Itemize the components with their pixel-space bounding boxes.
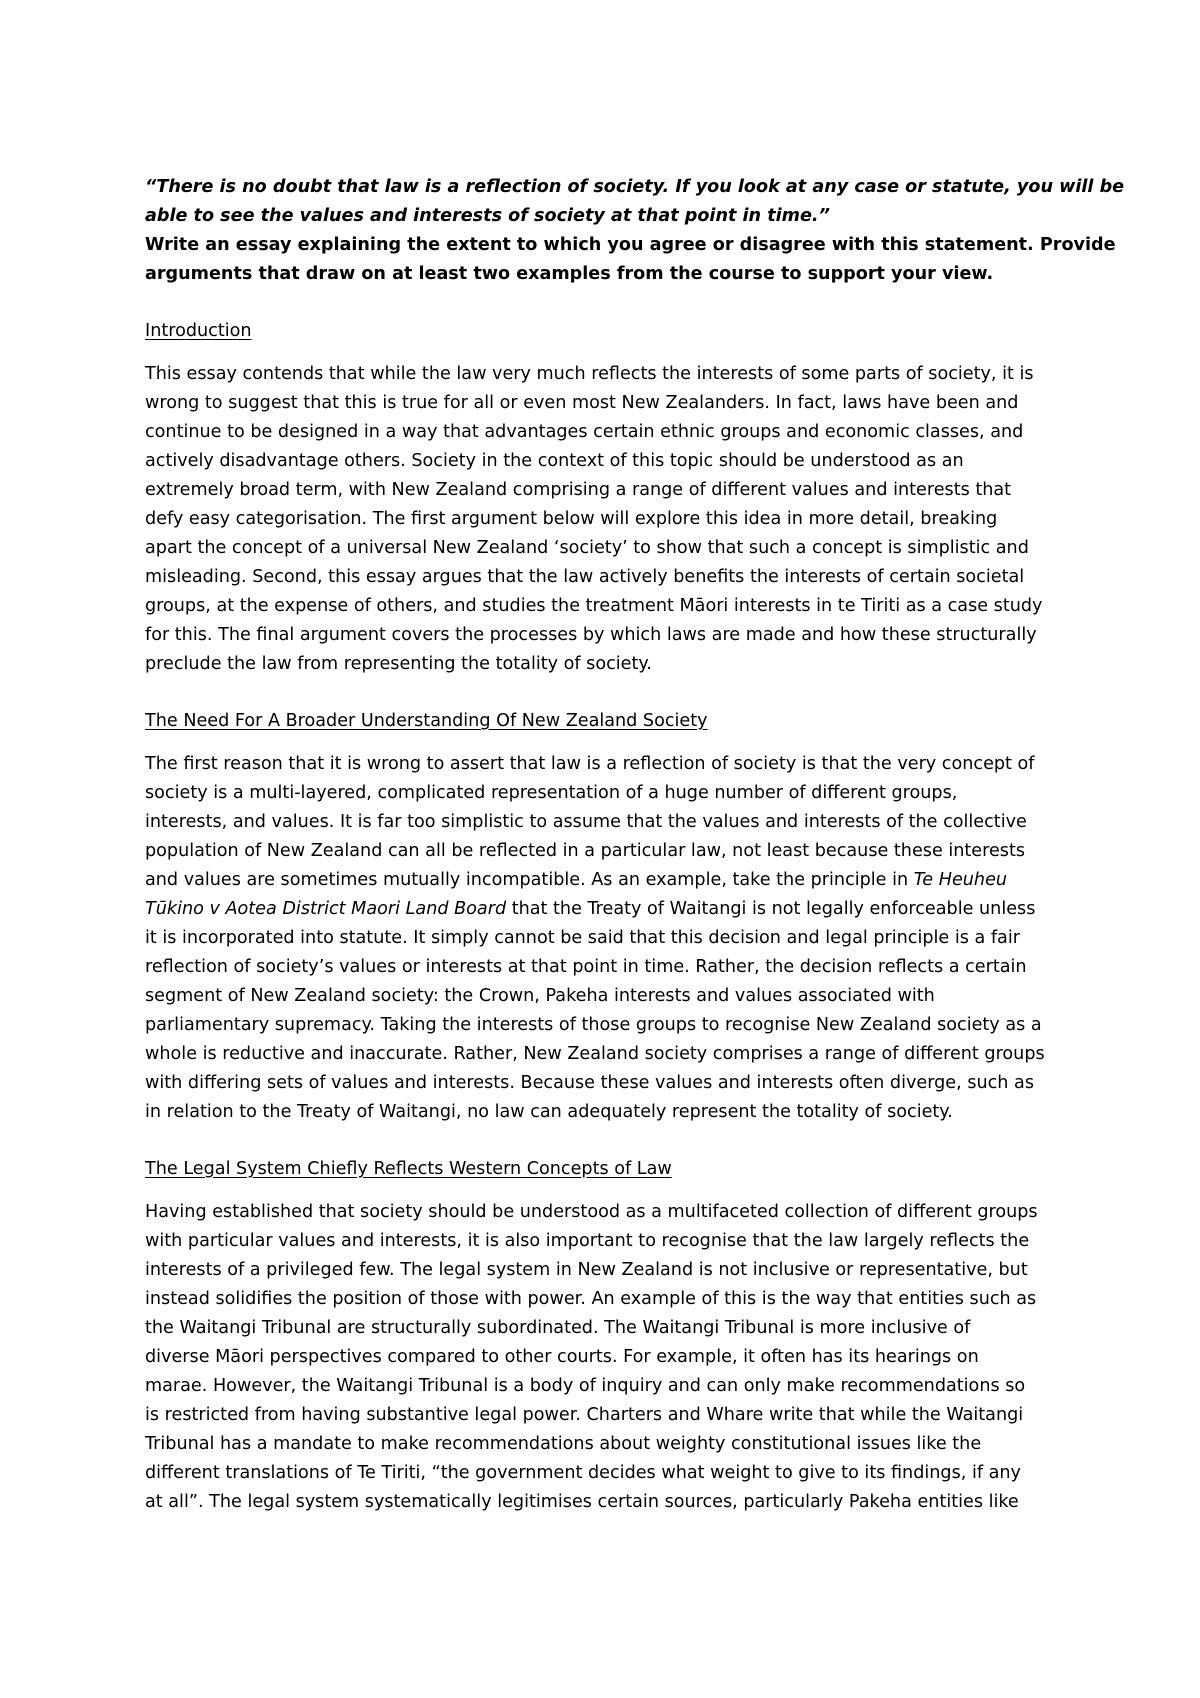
case-name-part2: Tūkino v Aotea District Maori Land Board: [145, 899, 507, 919]
paragraph-line: This essay contends that while the law very much reflects the interests of some parts of society, it is: [145, 364, 1034, 384]
section-heading-introduction: Introduction: [145, 321, 252, 341]
paragraph-line: whole is reductive and inaccurate. Rather, New Zealand society comprises a range of different groups: [145, 1044, 1045, 1064]
paragraph-line: [145, 866, 1065, 895]
paragraph-line: reflection of society’s values or interests at that point in time. Rather, the decision reflects a certain: [145, 957, 1027, 977]
paragraph-line: defy easy categorisation. The first argument below will explore this idea in more detail, breaking: [145, 509, 998, 529]
prompt-instruction-line: arguments that draw on at least two examples from the course to support your view.: [145, 264, 994, 284]
paragraph-line: Having established that society should be understood as a multifaceted collection of different groups: [145, 1202, 1038, 1222]
section-heading-broader-understanding: The Need For A Broader Understanding Of New Zealand Society: [145, 711, 708, 731]
paragraph-line: segment of New Zealand society: the Crown, Pakeha interests and values associated with: [145, 986, 935, 1006]
essay-prompt: [145, 173, 1125, 289]
case-name-part1: Te Heuheu: [913, 870, 1008, 890]
paragraph-line: is restricted from having substantive legal power. Charters and Whare write that while the Waitangi: [145, 1405, 1024, 1425]
paragraph-line: interests of a privileged few. The legal system in New Zealand is not inclusive or representative, but: [145, 1260, 1028, 1280]
paragraph-line: with differing sets of values and interests. Because these values and interests often diverge, such as: [145, 1073, 1034, 1093]
broader-understanding-paragraph: [145, 750, 1065, 1127]
paragraph-line: Tribunal has a mandate to make recommendations about weighty constitutional issues like the: [145, 1434, 982, 1454]
paragraph-line: marae. However, the Waitangi Tribunal is a body of inquiry and can only make recommendations so: [145, 1376, 1026, 1396]
paragraph-line: continue to be designed in a way that advantages certain ethnic groups and economic classes, and: [145, 422, 1024, 442]
paragraph-line: for this. The final argument covers the processes by which laws are made and how these structurally: [145, 625, 1037, 645]
prompt-quote-line: able to see the values and interests of society at that point in time.”: [145, 206, 830, 226]
paragraph-line: misleading. Second, this essay argues that the law actively benefits the interests of certain societal: [145, 567, 1025, 587]
prompt-quote-line: “There is no doubt that law is a reflection of society. If you look at any case or statute, you will be: [145, 177, 1125, 197]
paragraph-line: population of New Zealand can all be reflected in a particular law, not least because these interests: [145, 841, 1026, 861]
paragraph-line: the Waitangi Tribunal are structurally subordinated. The Waitangi Tribunal is more inclusive of: [145, 1318, 971, 1338]
paragraph-line: diverse Māori perspectives compared to other courts. For example, it often has its hearings on: [145, 1347, 979, 1367]
paragraph-line: The first reason that it is wrong to assert that law is a reflection of society is that the very concept of: [145, 754, 1035, 774]
case-line-suffix: that the Treaty of Waitangi is not legally enforceable unless: [506, 899, 1036, 919]
paragraph-line: it is incorporated into statute. It simply cannot be said that this decision and legal principle is a fair: [145, 928, 1020, 948]
section-heading-western-concepts: The Legal System Chiefly Reflects Western Concepts of Law: [145, 1159, 672, 1179]
paragraph-line: interests, and values. It is far too simplistic to assume that the values and interests of the collective: [145, 812, 1027, 832]
case-line-prefix: and values are sometimes mutually incompatible. As an example, take the principle in: [145, 870, 914, 890]
introduction-paragraph: [145, 360, 1065, 679]
paragraph-line: different translations of Te Tiriti, “the government decides what weight to give to its findings, if any: [145, 1463, 1021, 1483]
prompt-instruction-line: Write an essay explaining the extent to which you agree or disagree with this statement. Provide: [145, 235, 1116, 255]
paragraph-line: apart the concept of a universal New Zealand ‘society’ to show that such a concept is simplistic and: [145, 538, 1029, 558]
paragraph-line: with particular values and interests, it is also important to recognise that the law largely reflects the: [145, 1231, 1030, 1251]
paragraph-line: actively disadvantage others. Society in the context of this topic should be understood as an: [145, 451, 964, 471]
paragraph-line: at all”. The legal system systematically legitimises certain sources, particularly Pakeha entities like: [145, 1492, 1019, 1512]
essay-body: [145, 173, 1125, 1517]
paragraph-line: society is a multi-layered, complicated representation of a huge number of different groups,: [145, 783, 958, 803]
paragraph-line: instead solidifies the position of those with power. An example of this is the way that entities such as: [145, 1289, 1037, 1309]
paragraph-line: wrong to suggest that this is true for all or even most New Zealanders. In fact, laws have been and: [145, 393, 1019, 413]
paragraph-line: in relation to the Treaty of Waitangi, no law can adequately represent the totality of society.: [145, 1102, 953, 1122]
paragraph-line: [145, 895, 1065, 924]
western-concepts-paragraph: [145, 1198, 1065, 1517]
paragraph-line: extremely broad term, with New Zealand comprising a range of different values and interests that: [145, 480, 1012, 500]
paragraph-line: preclude the law from representing the totality of society.: [145, 654, 652, 674]
paragraph-line: groups, at the expense of others, and studies the treatment Māori interests in te Tiriti as a case study: [145, 596, 1043, 616]
paragraph-line: parliamentary supremacy. Taking the interests of those groups to recognise New Zealand society as a: [145, 1015, 1042, 1035]
